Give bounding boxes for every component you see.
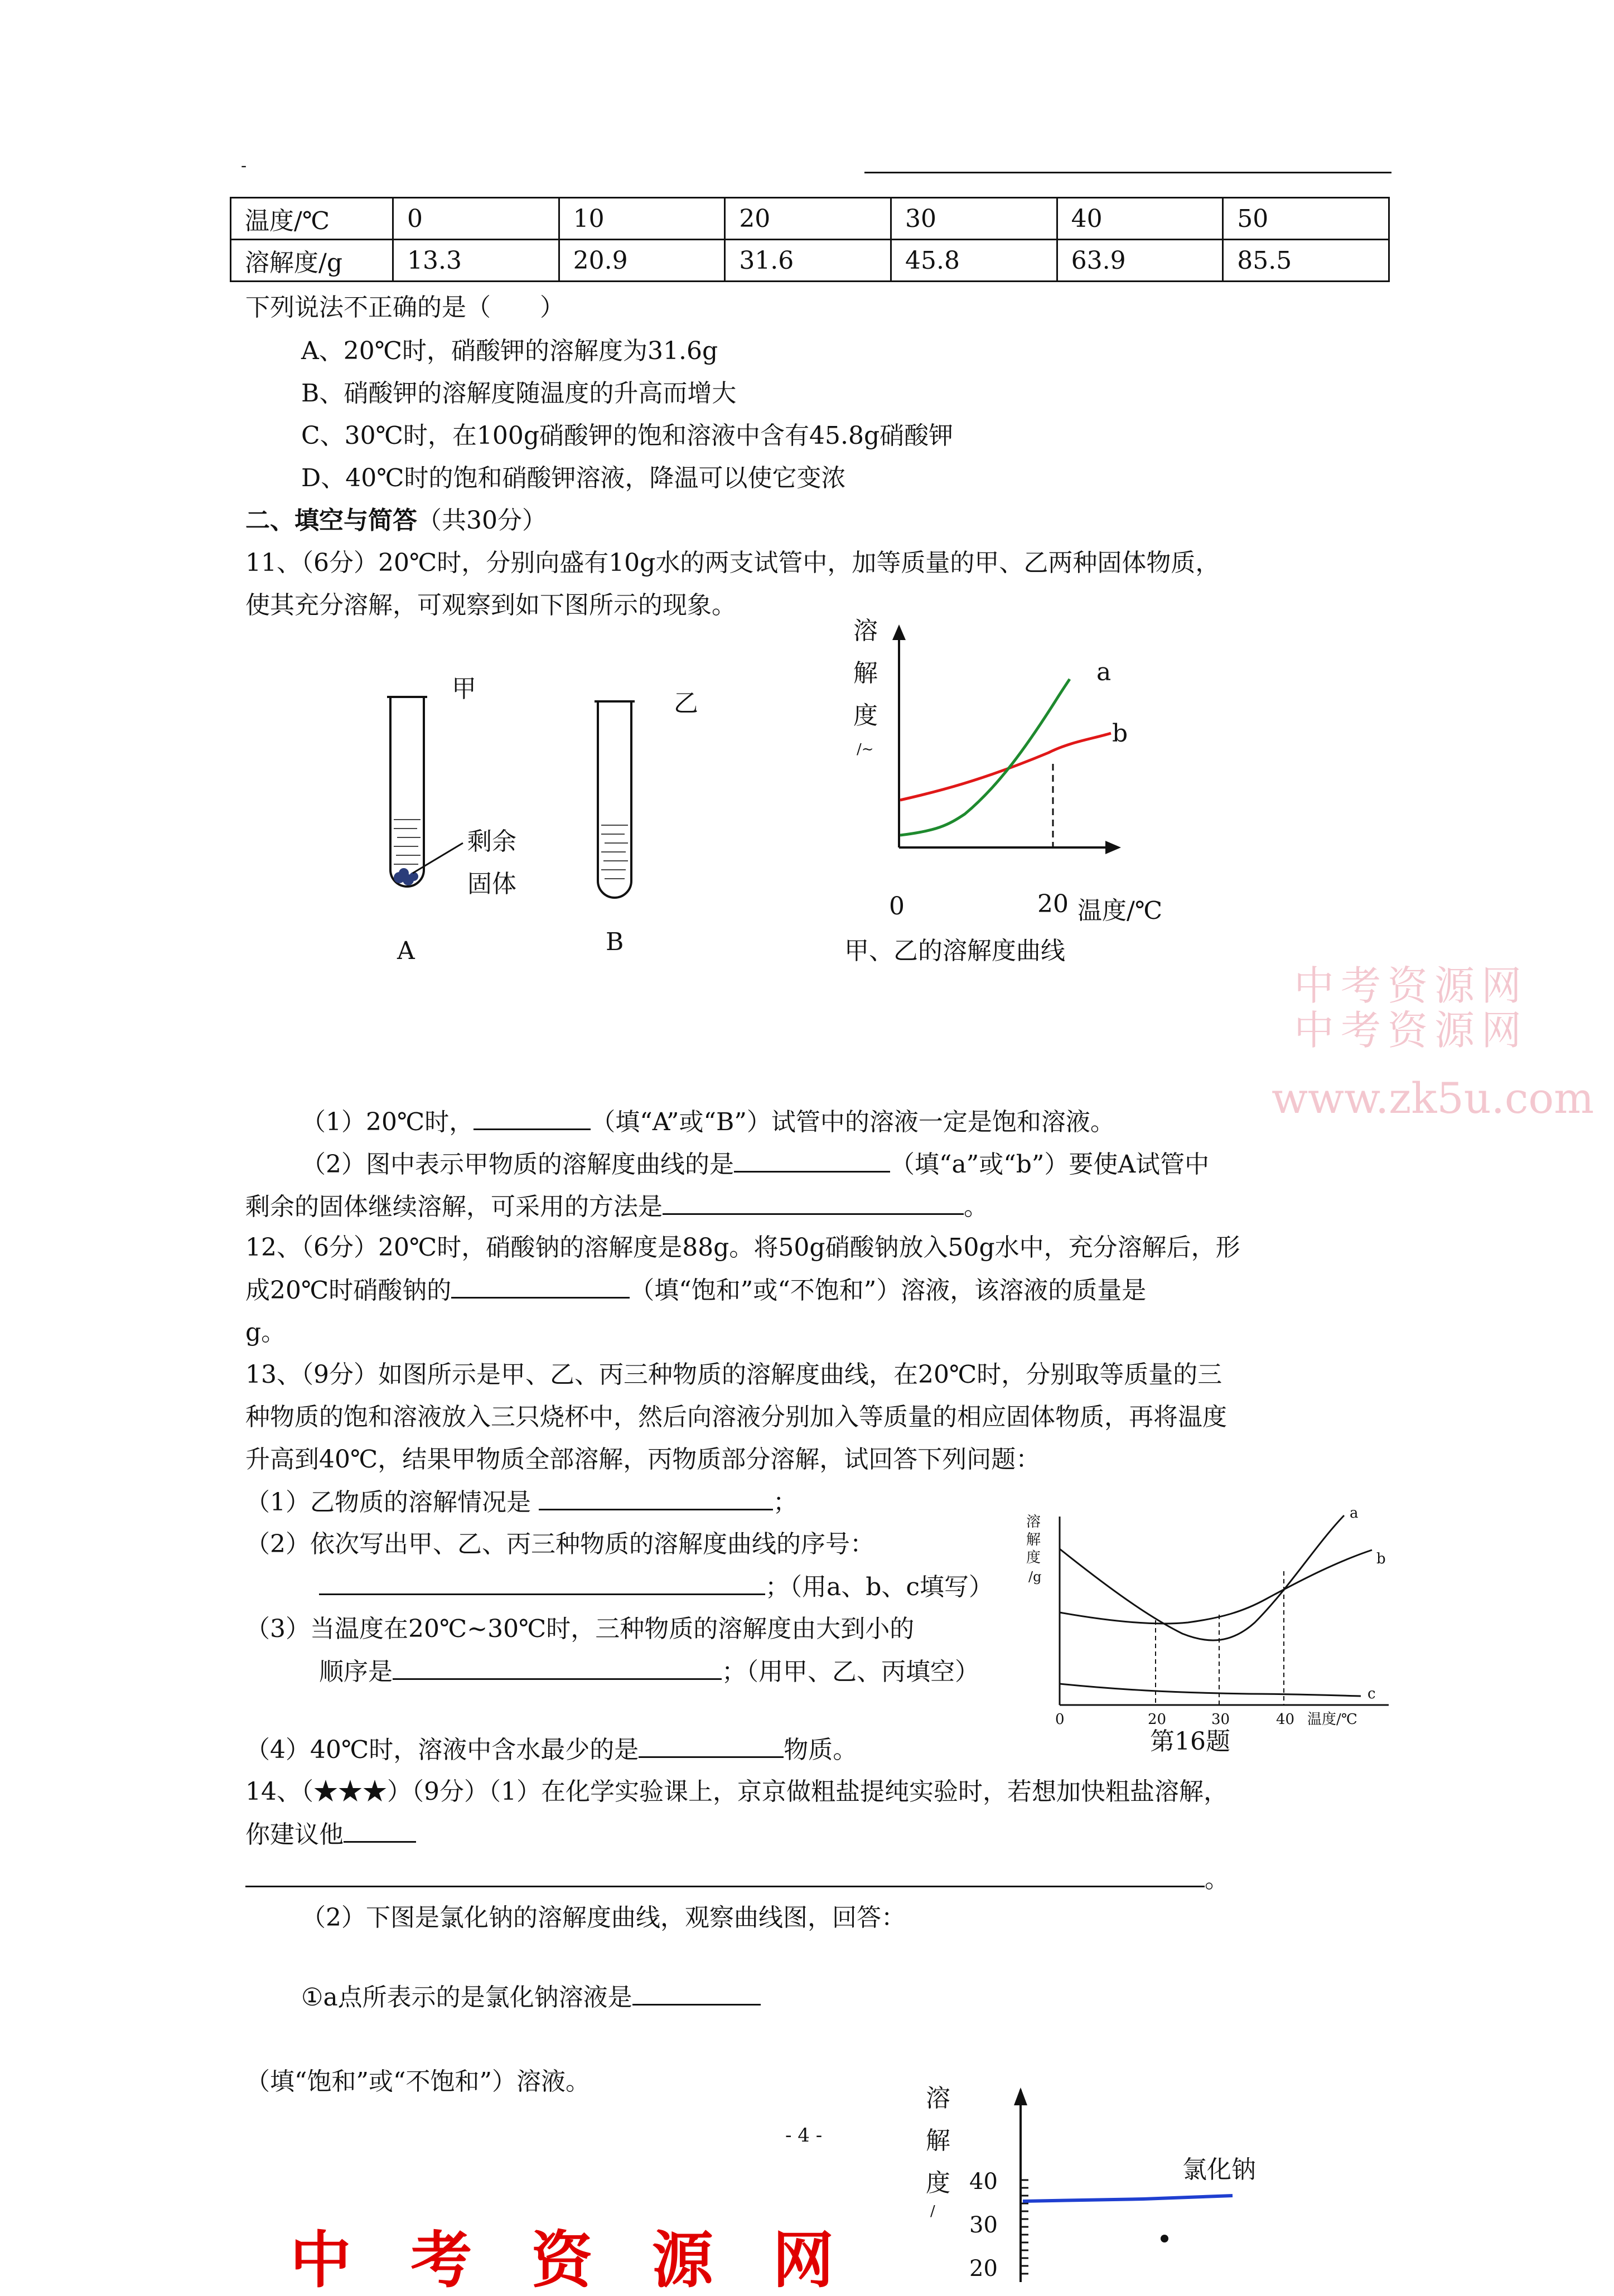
y-axis-arrow-icon bbox=[1014, 2087, 1027, 2105]
table-cell: 31.6 bbox=[725, 240, 891, 282]
y-tick-30: 30 bbox=[969, 2212, 998, 2238]
point-a bbox=[1161, 2235, 1168, 2242]
q11-sub1-b: （填“A”或“B”）试管中的溶液一定是饱和溶液。 bbox=[591, 1108, 1115, 1136]
q14-line1: 14、（★★★）（9分）（1）在化学实验课上，京京做粗盐提纯实验时，若想加快粗盐溶解， bbox=[245, 1777, 1228, 1806]
table-cell: 溶解度/g bbox=[231, 240, 393, 282]
q13-sub4-b: 物质。 bbox=[784, 1736, 858, 1764]
table-cell: 0 bbox=[393, 198, 559, 240]
q12-line3: g。 bbox=[245, 1318, 286, 1346]
q13-sub4 bbox=[245, 1733, 857, 1767]
nacl-curve-label: 氯化钠 bbox=[1182, 2155, 1256, 2184]
q13-sub2-b: ；（用a、b、c填写） bbox=[765, 1573, 994, 1601]
q13-solubility-graph bbox=[1026, 1500, 1428, 1790]
curve-b-label: b bbox=[1376, 1551, 1386, 1567]
q13-line1: 13、（9分）如图所示是甲、乙、丙三种物质的溶解度曲线，在20℃时，分别取等质量的三 bbox=[245, 1360, 1222, 1389]
q11-sub2-cont bbox=[245, 1190, 988, 1224]
curve-b bbox=[1060, 1550, 1372, 1624]
q12-line2-b: （填“饱和”或“不饱和”）溶液，该溶液的质量是 bbox=[630, 1276, 1147, 1305]
brand-logo: 中 考 资 源 网 bbox=[290, 2224, 853, 2296]
x-axis-label: 温度/℃ bbox=[1307, 1711, 1357, 1728]
answer-blank[interactable] bbox=[639, 1733, 784, 1758]
curve-b-label: b bbox=[1112, 719, 1128, 748]
tube-b-caption: B bbox=[606, 928, 624, 956]
header-mark: - bbox=[241, 156, 247, 176]
q13-line2: 种物质的饱和溶液放入三只烧杯中，然后向溶液分别加入等质量的相应固体物质，再将温度 bbox=[245, 1403, 1227, 1431]
answer-blank[interactable] bbox=[245, 1862, 1205, 1887]
x-origin: 0 bbox=[889, 892, 905, 921]
table-cell: 50 bbox=[1223, 198, 1389, 240]
q11-solubility-graph bbox=[837, 602, 1193, 981]
q10-option-d: D、40℃时的饱和硝酸钾溶液，降温可以使它变浓 bbox=[301, 464, 846, 492]
x-origin: 0 bbox=[1055, 1711, 1065, 1728]
q13-line3: 升高到40℃，结果甲物质全部溶解，丙物质部分溶解，试回答下列问题： bbox=[245, 1445, 1041, 1474]
tube-jia-label: 甲 bbox=[452, 675, 476, 703]
q12-line1: 12、（6分）20℃时，硝酸钠的溶解度是88g。将50g硝酸钠放入50g水中，充分溶解后，形 bbox=[245, 1233, 1240, 1262]
q11-sub2-d: 。 bbox=[964, 1193, 988, 1221]
y-label-2: 解 bbox=[853, 659, 878, 687]
answer-blank[interactable] bbox=[663, 1190, 964, 1215]
y-label-4: / bbox=[930, 2203, 935, 2220]
table-cell: 20 bbox=[725, 198, 891, 240]
section-title bbox=[245, 504, 547, 537]
q11-sub2-a: （2）图中表示甲物质的溶解度曲线的是 bbox=[301, 1150, 734, 1179]
tube-b-liquid bbox=[601, 825, 628, 879]
q14-line3-end: 。 bbox=[1205, 1865, 1229, 1893]
x-tick-20: 20 bbox=[1037, 890, 1069, 918]
y-label-4: /g bbox=[1028, 1569, 1042, 1585]
table-cell: 13.3 bbox=[393, 240, 559, 282]
residue-label-1: 剩余 bbox=[467, 827, 516, 856]
table-cell: 30 bbox=[891, 198, 1057, 240]
answer-blank[interactable] bbox=[393, 1655, 722, 1680]
answer-blank[interactable] bbox=[539, 1485, 773, 1510]
y-label-2: 解 bbox=[1026, 1532, 1041, 1548]
answer-blank[interactable] bbox=[451, 1273, 630, 1299]
q14-line3 bbox=[245, 1862, 1229, 1896]
y-axis-arrow-icon bbox=[892, 624, 906, 640]
tube-a bbox=[390, 697, 424, 887]
table-row bbox=[231, 198, 1389, 240]
y-label-4: /~ bbox=[857, 741, 874, 758]
q12-line2-a: 成20℃时硝酸钠的 bbox=[245, 1276, 452, 1305]
header-rule bbox=[864, 172, 1391, 173]
residue-solid-icon bbox=[394, 868, 418, 885]
q12-line2 bbox=[245, 1273, 1146, 1307]
q13-sub1-a: （1）乙物质的溶解情况是 bbox=[245, 1488, 539, 1517]
residue-label-2: 固体 bbox=[467, 870, 516, 898]
q10-option-a: A、20℃时，硝酸钾的溶解度为31.6g bbox=[301, 337, 718, 365]
q13-sub3-cont bbox=[319, 1655, 979, 1689]
q11-sub2-c: 剩余的固体继续溶解，可采用的方法是 bbox=[245, 1193, 663, 1221]
curve-b bbox=[900, 733, 1111, 800]
watermark-url: www.zk5u.com bbox=[1272, 1073, 1594, 1123]
graph-caption: 第16题 bbox=[1150, 1727, 1230, 1756]
q14-sub2-2: （填“饱和”或“不饱和”）溶液。 bbox=[245, 2067, 590, 2096]
q13-sub3-c: ；（用甲、乙、丙填空） bbox=[722, 1658, 979, 1686]
q14-sub2-1-text: ①a点所表示的是氯化钠溶液是 bbox=[301, 1983, 632, 2012]
watermark-line-2: 中考资源网 bbox=[1294, 1007, 1529, 1054]
q13-sub1-b: ； bbox=[772, 1488, 798, 1517]
q13-sub1 bbox=[245, 1485, 798, 1519]
table-cell: 温度/℃ bbox=[231, 198, 393, 240]
q11-line2: 使其充分溶解，可观察到如下图所示的现象。 bbox=[245, 591, 736, 619]
q10-stem: 下列说法不正确的是（ ） bbox=[245, 293, 564, 322]
section-title-text: 二、填空与简答 bbox=[245, 506, 417, 535]
table-cell: 40 bbox=[1057, 198, 1223, 240]
curve-a bbox=[900, 679, 1070, 835]
x-tick-30: 30 bbox=[1211, 1711, 1230, 1728]
curve-c bbox=[1060, 1684, 1361, 1696]
curve-c-label: c bbox=[1367, 1685, 1376, 1702]
residue-pointer bbox=[413, 843, 463, 873]
table-cell: 63.9 bbox=[1057, 240, 1223, 282]
q11-sub2 bbox=[301, 1147, 1209, 1181]
answer-blank[interactable] bbox=[473, 1105, 591, 1130]
nacl-solubility-graph bbox=[920, 2074, 1311, 2282]
y-label-3: 度 bbox=[926, 2169, 950, 2197]
x-axis-arrow-icon bbox=[1105, 841, 1121, 854]
answer-blank[interactable] bbox=[734, 1147, 890, 1173]
table-cell: 10 bbox=[559, 198, 725, 240]
curve-a-label: a bbox=[1350, 1505, 1359, 1522]
q11-sub1 bbox=[301, 1105, 1115, 1139]
q14-sub2-1 bbox=[301, 1980, 761, 2014]
x-tick-20: 20 bbox=[1148, 1711, 1167, 1728]
answer-blank[interactable] bbox=[344, 1818, 416, 1843]
y-label-3: 度 bbox=[853, 701, 878, 730]
q10-option-c: C、30℃时，在100g硝酸钾的饱和溶液中含有45.8g硝酸钾 bbox=[301, 422, 954, 450]
curve-a bbox=[1060, 1515, 1344, 1640]
y-tick-40: 40 bbox=[969, 2169, 998, 2195]
q13-sub2: （2）依次写出甲、乙、丙三种物质的溶解度曲线的序号： bbox=[245, 1530, 874, 1558]
y-label-3: 度 bbox=[1026, 1549, 1041, 1566]
curve-a-label: a bbox=[1096, 658, 1112, 686]
y-label-1: 溶 bbox=[926, 2084, 950, 2113]
page-number: - 4 - bbox=[785, 2124, 823, 2147]
x-axis-label: 温度/℃ bbox=[1077, 897, 1163, 925]
q14-sub2: （2）下图是氯化钠的溶解度曲线，观察曲线图，回答： bbox=[301, 1903, 906, 1932]
q11-sub2-b: （填“a”或“b”）要使A试管中 bbox=[890, 1150, 1210, 1179]
section-score: （共30分） bbox=[417, 506, 547, 535]
tube-b bbox=[598, 701, 631, 898]
q13-sub3-b: 顺序是 bbox=[319, 1658, 393, 1686]
nacl-curve bbox=[1023, 2196, 1233, 2201]
solubility-table bbox=[230, 197, 1390, 282]
table-row bbox=[231, 240, 1389, 282]
x-tick-40: 40 bbox=[1276, 1711, 1295, 1728]
y-label-1: 溶 bbox=[1026, 1514, 1041, 1530]
q13-sub4-a: （4）40℃时，溶液中含水最少的是 bbox=[245, 1736, 639, 1764]
test-tubes-figure bbox=[357, 669, 714, 981]
tube-yi-label: 乙 bbox=[674, 689, 698, 718]
y-ticks bbox=[1021, 2180, 1028, 2274]
graph-caption: 甲、乙的溶解度曲线 bbox=[844, 937, 1065, 965]
table-cell: 85.5 bbox=[1223, 240, 1389, 282]
q13-sub3: （3）当温度在20℃~30℃时，三种物质的溶解度由大到小的 bbox=[245, 1615, 915, 1643]
table-cell: 20.9 bbox=[559, 240, 725, 282]
q11-line1: 11、（6分）20℃时，分别向盛有10g水的两支试管中，加等质量的甲、乙两种固体物质， bbox=[245, 549, 1220, 577]
y-label-1: 溶 bbox=[853, 617, 878, 645]
table-cell: 45.8 bbox=[891, 240, 1057, 282]
answer-blank[interactable] bbox=[632, 1980, 761, 2006]
y-label-2: 解 bbox=[926, 2127, 950, 2155]
q11-sub1-a: （1）20℃时， bbox=[301, 1108, 474, 1136]
watermark-line-1: 中考资源网 bbox=[1294, 962, 1529, 1009]
y-tick-20: 20 bbox=[969, 2256, 998, 2282]
q14-line2-text: 你建议他 bbox=[245, 1820, 344, 1849]
q14-line2 bbox=[245, 1818, 416, 1852]
q13-sub2-cont bbox=[319, 1570, 993, 1604]
q10-option-b: B、硝酸钾的溶解度随温度的升高而增大 bbox=[301, 379, 737, 408]
tube-a-liquid bbox=[394, 820, 421, 864]
tube-a-caption: A bbox=[397, 937, 415, 965]
answer-blank[interactable] bbox=[319, 1570, 765, 1595]
